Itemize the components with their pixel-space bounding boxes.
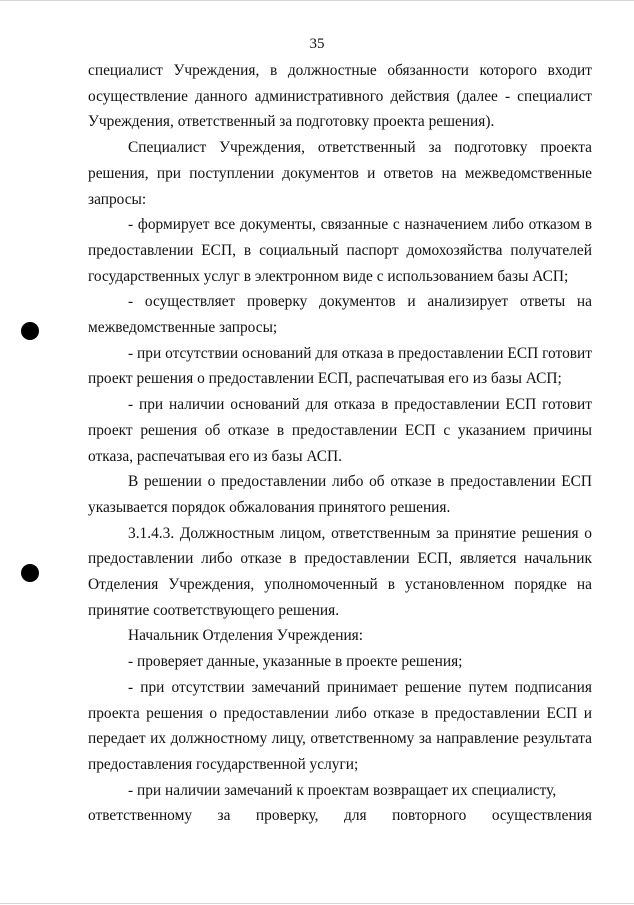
word: повторного [392,807,467,825]
scan-edge-top [0,0,634,1]
paragraph: 3.1.4.3. Должностным лицом, ответственным за принятие решения о предоставлении либо отказе в предоставлении ЕСП, является начальник Отделения Учреждения, уполномоченный в установленном порядке на принятие соответствующего решения. [88,524,592,619]
punch-hole-top [21,322,39,340]
paragraph: - осуществляет проверку документов и анализирует ответы на межведомственные запросы; [88,293,592,337]
punch-hole-bottom [21,564,39,582]
paragraph: Специалист Учреждения, ответственный за подготовку проекта решения, при поступлении документов и ответов на межведомственные запросы: [88,139,592,208]
paragraph: - проверяет данные, указанные в проекте решения; [128,653,463,671]
document-text [88,58,592,829]
paragraph: - при отсутствии замечаний принимает решение путем подписания проекта решения о предоставлении либо отказе в предоставлении ЕСП и передает их должностному лицу, ответственному за направление результата предоставления государственной услуги; [88,678,592,773]
word: для [343,807,367,825]
paragraph: - формирует все документы, связанные с назначением либо отказом в предоставлении ЕСП, в социальный паспорт домохозяйства получателей государственных услуг в электронном виде с использованием базы АСП; [88,216,592,285]
paragraph: - при наличии замечаний к проектам возвращает их специалисту, [128,781,557,799]
paragraph: В решении о предоставлении либо об отказе в предоставлении ЕСП указывается порядок обжалования принятого решения. [88,473,592,516]
continuation-line [88,803,592,829]
word: проверку, [255,807,319,825]
word: за [217,807,231,825]
scan-edge-bottom [0,903,634,904]
paragraph: - при наличии оснований для отказа в предоставлении ЕСП готовит проект решения об отказе в предоставлении ЕСП с указанием причины отказа, распечатывая его из базы АСП. [88,396,592,465]
word: осуществления [491,807,592,825]
word: ответственному [88,807,193,825]
paragraph: - при отсутствии оснований для отказа в предоставлении ЕСП готовит проект решения о предоставлении ЕСП, распечатывая его из базы АСП; [88,344,592,388]
paragraph: Начальник Отделения Учреждения: [128,627,364,645]
page-number: 35 [309,36,325,52]
paragraph: специалист Учреждения, в должностные обязанности которого входит осуществление данного административного действия (далее - специалист Учреждения, ответственный за подготовку проекта решения). [88,62,592,131]
